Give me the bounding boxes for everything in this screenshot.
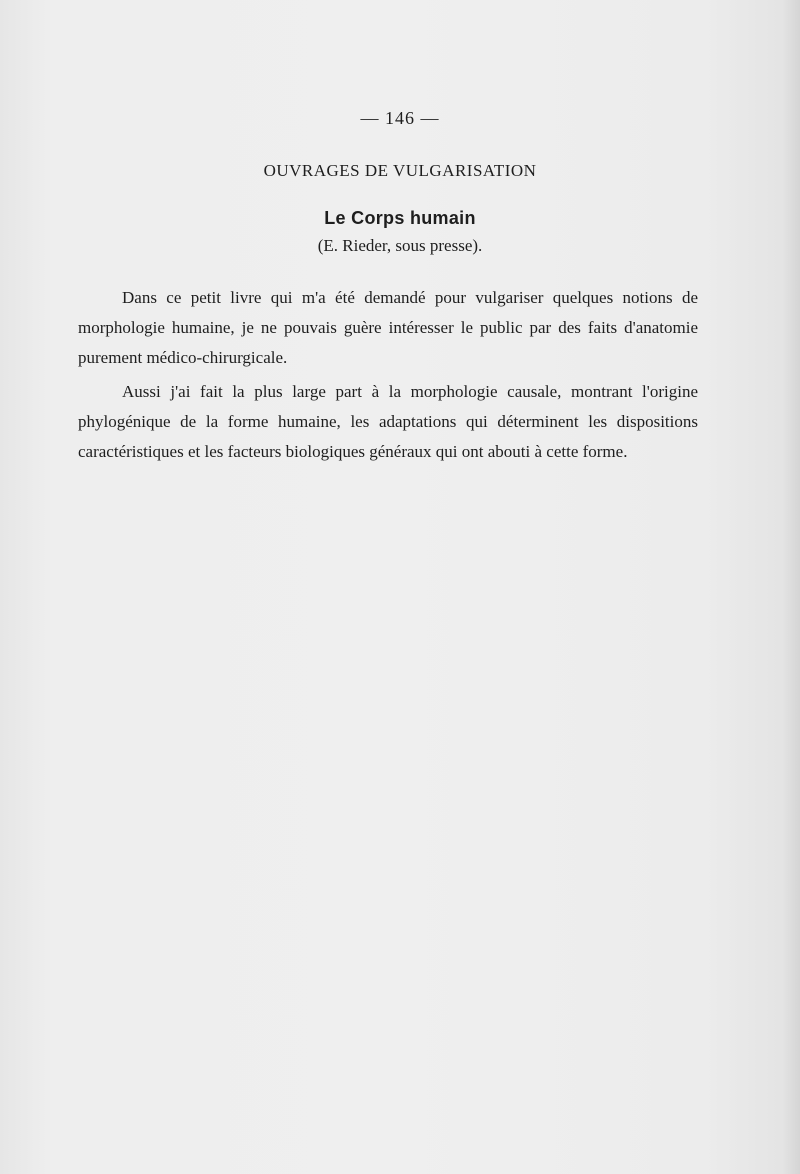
work-subtitle: (E. Rieder, sous presse). xyxy=(317,236,483,255)
paragraph: Dans ce petit livre qui m'a été demandé pour vulgariser quelques notions de morphologie humaine, je ne pouvais guère intéresser le public par des faits d'anatomie purement médico-chirurgicale. xyxy=(78,288,698,367)
page-number: — 146 — xyxy=(360,108,440,128)
work-title: Le Corps humain xyxy=(324,208,476,228)
section-heading: OUVRAGES DE VULGARISATION xyxy=(263,161,537,180)
paragraph: Aussi j'ai fait la plus large part à la morphologie causale, montrant l'origine phylogénique de la forme humaine, les adaptations qui déterminent les dispositions caractéristiques et les facteurs biologiques généraux qui ont abouti à cette forme. xyxy=(78,382,698,461)
body-text xyxy=(78,283,698,471)
